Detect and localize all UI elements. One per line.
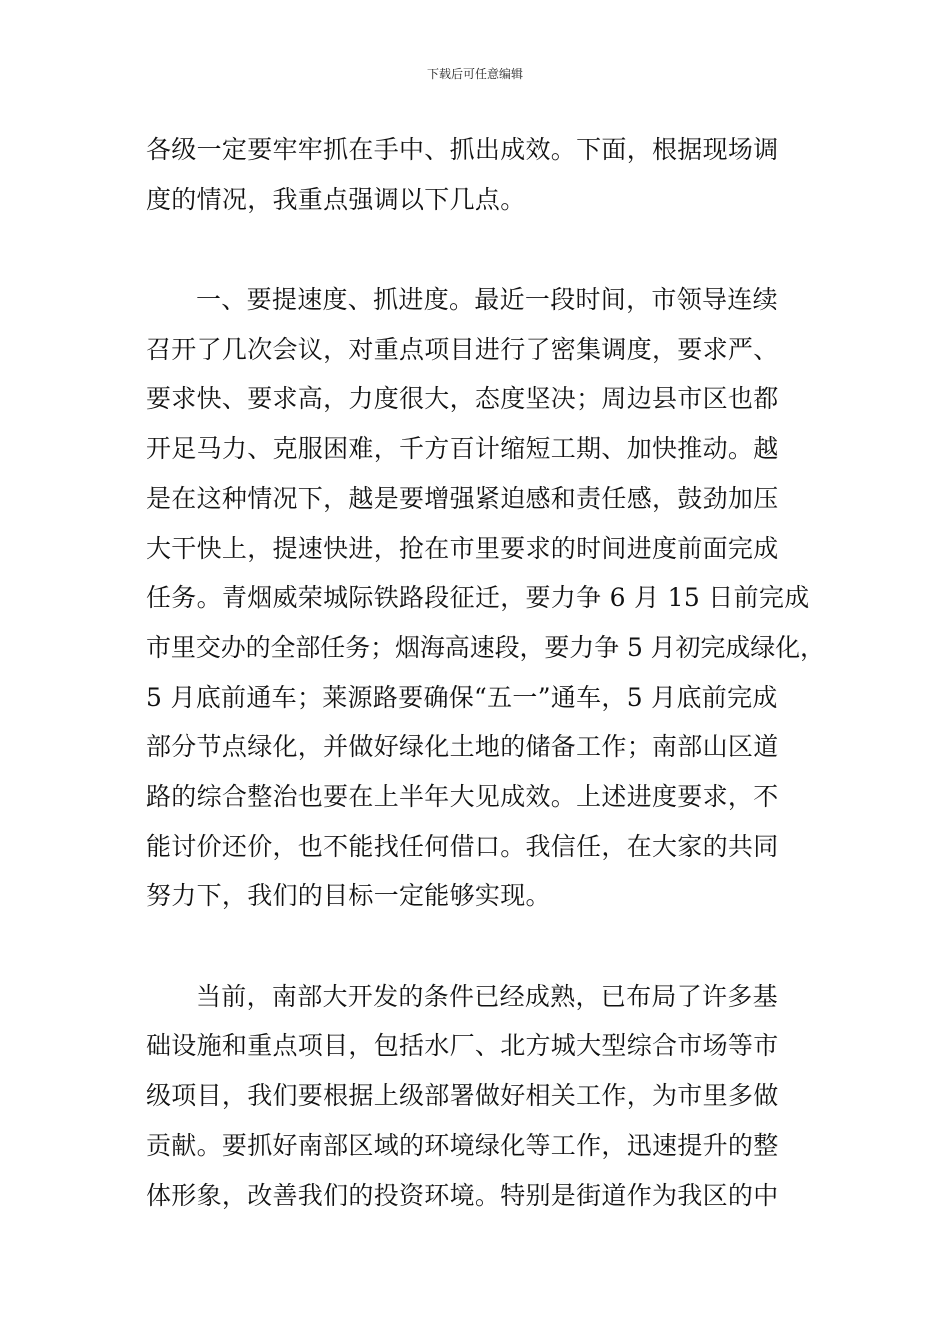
paragraph-1-line-2: 度的情况，我重点强调以下几点。 — [146, 185, 526, 214]
paragraph-2-line-2: 召开了几次会议，对重点项目进行了密集调度，要求严、 — [146, 335, 779, 364]
paragraph-2-line-5: 是在这种情况下，越是要增强紧迫感和责任感，鼓劲加压 — [146, 484, 779, 513]
paragraph-2-line-8: 市里交办的全部任务；烟海高速段，要力争 5 月初完成绿化， — [146, 633, 825, 662]
paragraph-2-line-13: 努力下，我们的目标一定能够实现。 — [146, 881, 551, 910]
paragraph-3-line-2: 础设施和重点项目，包括水厂、北方城大型综合市场等市 — [146, 1031, 779, 1060]
paragraph-2-line-10: 部分节点绿化，并做好绿化土地的储备工作；南部山区道 — [146, 732, 779, 761]
paragraph-3-line-5: 体形象，改善我们的投资环境。特别是街道作为我区的中 — [146, 1181, 779, 1210]
header-note: 下载后可任意编辑 — [426, 67, 523, 81]
paragraph-3-line-3: 级项目，我们要根据上级部署做好相关工作，为市里多做 — [146, 1081, 779, 1110]
paragraph-2-line-3: 要求快、要求高，力度很大，态度坚决；周边县市区也都 — [146, 384, 779, 413]
paragraph-3-line-1: 当前，南部大开发的条件已经成熟，已布局了许多基 — [196, 982, 778, 1011]
paragraph-2-line-4: 开足马力、克服困难，千方百计缩短工期、加快推动。越 — [146, 434, 779, 463]
paragraph-2-line-6: 大干快上，提速快进，抢在市里要求的时间进度前面完成 — [146, 534, 779, 563]
paragraph-2-line-12: 能讨价还价，也不能找任何借口。我信任，在大家的共同 — [146, 832, 779, 861]
paragraph-1-line-1: 各级一定要牢牢抓在手中、抓出成效。下面，根据现场调 — [146, 135, 779, 164]
paragraph-2-line-9: 5 月底前通车；莱源路要确保“五一”通车，5 月底前完成 — [146, 683, 778, 712]
paragraph-2-line-7: 任务。青烟威荣城际铁路段征迁，要力争 6 月 15 日前完成 — [146, 583, 810, 612]
paragraph-2-line-11: 路的综合整治也要在上半年大见成效。上述进度要求，不 — [146, 782, 779, 811]
paragraph-2-line-1: 一、要提速度、抓进度。最近一段时间，市领导连续 — [196, 285, 778, 314]
paragraph-3-line-4: 贡献。要抓好南部区域的环境绿化等工作，迅速提升的整 — [146, 1131, 779, 1160]
